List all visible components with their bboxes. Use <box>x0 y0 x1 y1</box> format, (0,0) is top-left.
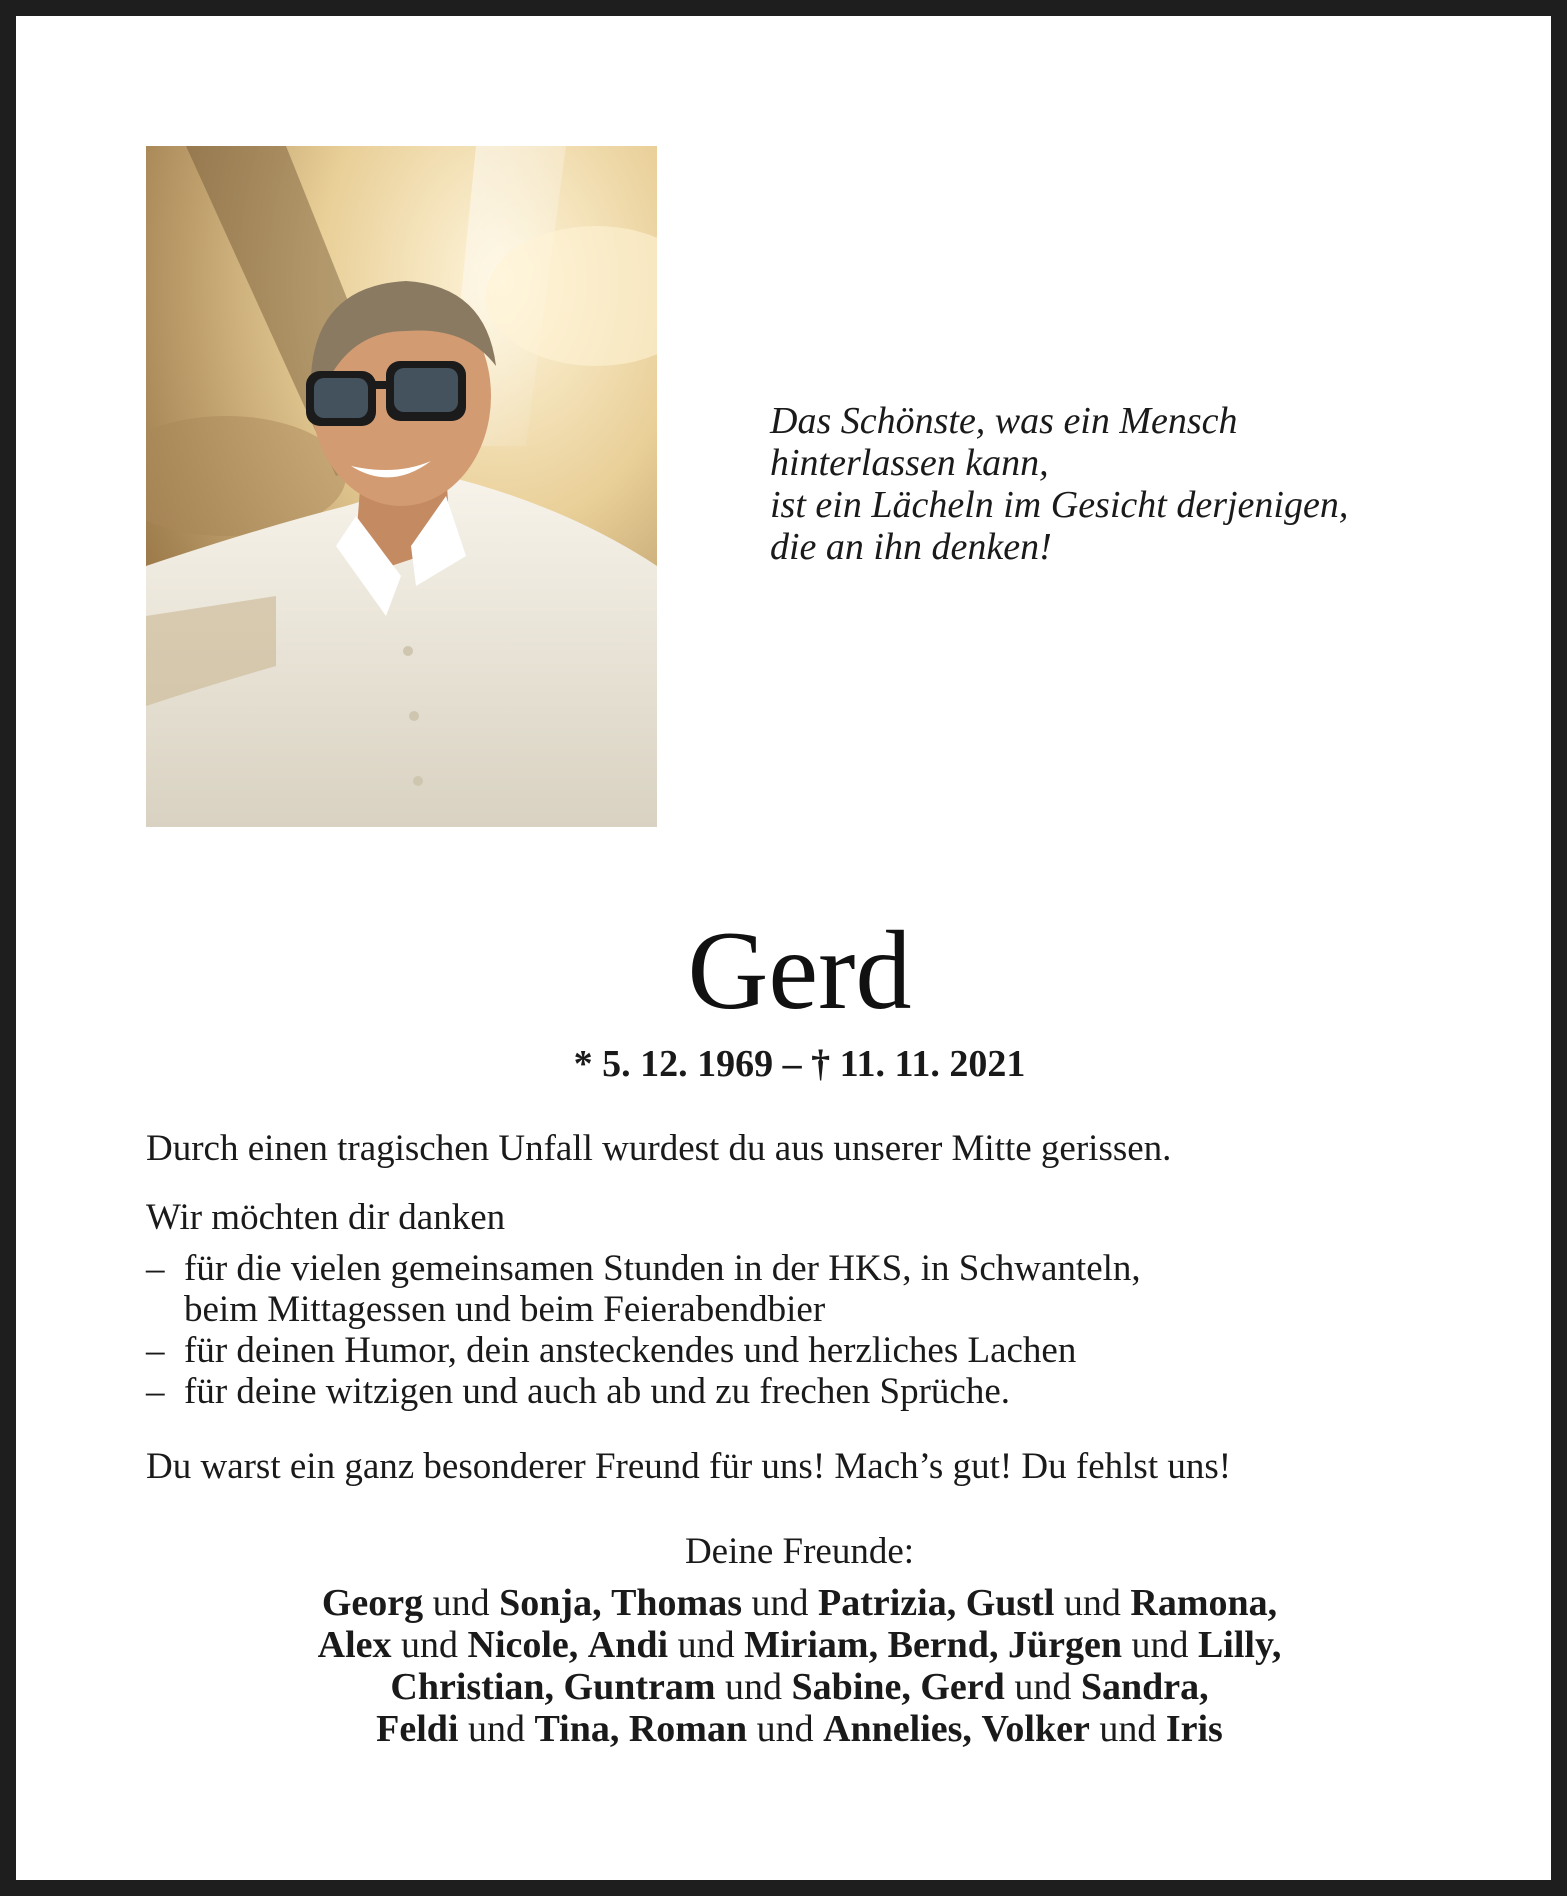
list-item <box>146 1330 1453 1371</box>
friend-name: Roman <box>628 1708 748 1750</box>
friend-name: Nicole, <box>467 1624 579 1666</box>
quote-line: ist ein Lächeln im Gesicht derjenigen, <box>770 484 1349 526</box>
list-item-continuation <box>146 1289 1453 1330</box>
intro-text: Durch einen tragischen Unfall wurdest du aus unserer Mitte gerissen. <box>146 1128 1172 1169</box>
friend-name: Volker <box>981 1708 1090 1750</box>
bullet-dash: – <box>146 1248 165 1289</box>
name-separator <box>956 1582 966 1624</box>
name-separator <box>911 1666 921 1708</box>
name-separator <box>554 1666 564 1708</box>
name-separator <box>602 1582 612 1624</box>
quote-line: Das Schönste, was ein Mensch <box>770 400 1238 442</box>
friends-line <box>16 1708 1567 1750</box>
friend-name: Ramona, <box>1130 1582 1278 1624</box>
thanks-list <box>146 1248 1453 1412</box>
friend-name: Lilly, <box>1197 1624 1282 1666</box>
friend-name: Bernd, <box>887 1624 999 1666</box>
name-connector: und <box>1089 1708 1166 1750</box>
friend-name: Gustl <box>965 1582 1055 1624</box>
list-item-text: für deinen Humor, dein ansteckendes und herzliches Lachen <box>184 1330 1077 1371</box>
friend-name: Jürgen <box>1007 1624 1122 1666</box>
list-item <box>146 1371 1453 1412</box>
name-connector: und <box>458 1708 535 1750</box>
friend-name: Andi <box>587 1624 669 1666</box>
name-separator <box>619 1708 629 1750</box>
deceased-name: Gerd <box>687 909 912 1033</box>
friend-name: Georg <box>321 1582 424 1624</box>
list-item-text: für deine witzigen und auch ab und zu frechen Sprüche. <box>184 1371 1011 1412</box>
friend-name: Thomas <box>611 1582 742 1624</box>
portrait-photo <box>146 146 657 827</box>
friend-name: Tina, <box>534 1708 620 1750</box>
name-separator <box>972 1708 982 1750</box>
friend-name: Gerd <box>920 1666 1005 1708</box>
name-connector: und <box>741 1582 818 1624</box>
name-connector: und <box>1004 1666 1081 1708</box>
name-separator <box>998 1624 1008 1666</box>
list-item <box>146 1248 1453 1289</box>
quote-line: die an ihn denken! <box>770 526 1052 568</box>
friend-name: Annelies, <box>823 1708 972 1750</box>
closing-text: Du warst ein ganz besonderer Freund für uns! Mach’s gut! Du fehlst uns! <box>146 1446 1232 1487</box>
quote-line: hinterlassen kann, <box>770 442 1049 484</box>
friend-name: Feldi <box>376 1708 459 1750</box>
name-connector: und <box>1054 1582 1131 1624</box>
signoff: Deine Freunde: <box>684 1531 915 1572</box>
friends-line <box>16 1624 1567 1666</box>
bullet-dash: – <box>146 1330 165 1371</box>
friend-name: Alex <box>317 1624 392 1666</box>
list-item-text: beim Mittagessen und beim Feierabendbier <box>184 1289 826 1330</box>
bullet-dash: – <box>146 1371 165 1412</box>
friends-line <box>16 1582 1567 1624</box>
name-connector: und <box>747 1708 824 1750</box>
name-connector: und <box>391 1624 468 1666</box>
memorial-quote <box>770 400 1410 568</box>
friends-line <box>16 1666 1567 1708</box>
friend-name: Christian, <box>390 1666 555 1708</box>
name-connector: und <box>715 1666 792 1708</box>
life-dates: * 5. 12. 1969 – † 11. 11. 2021 <box>573 1043 1026 1085</box>
list-item-text: für die vielen gemeinsamen Stunden in der HKS, in Schwanteln, <box>184 1248 1141 1289</box>
friend-name: Iris <box>1165 1708 1223 1750</box>
friend-name: Patrizia, <box>817 1582 957 1624</box>
friend-name: Sandra, <box>1080 1666 1209 1708</box>
friend-name: Sonja, <box>499 1582 602 1624</box>
name-connector: und <box>668 1624 745 1666</box>
name-separator <box>878 1624 888 1666</box>
friend-name: Sabine, <box>791 1666 911 1708</box>
friend-name: Miriam, <box>744 1624 879 1666</box>
name-separator <box>578 1624 588 1666</box>
friend-name: Guntram <box>563 1666 716 1708</box>
name-connector: und <box>1121 1624 1198 1666</box>
friends-names <box>16 1582 1567 1750</box>
name-connector: und <box>423 1582 500 1624</box>
thanks-heading: Wir möchten dir danken <box>146 1197 506 1238</box>
